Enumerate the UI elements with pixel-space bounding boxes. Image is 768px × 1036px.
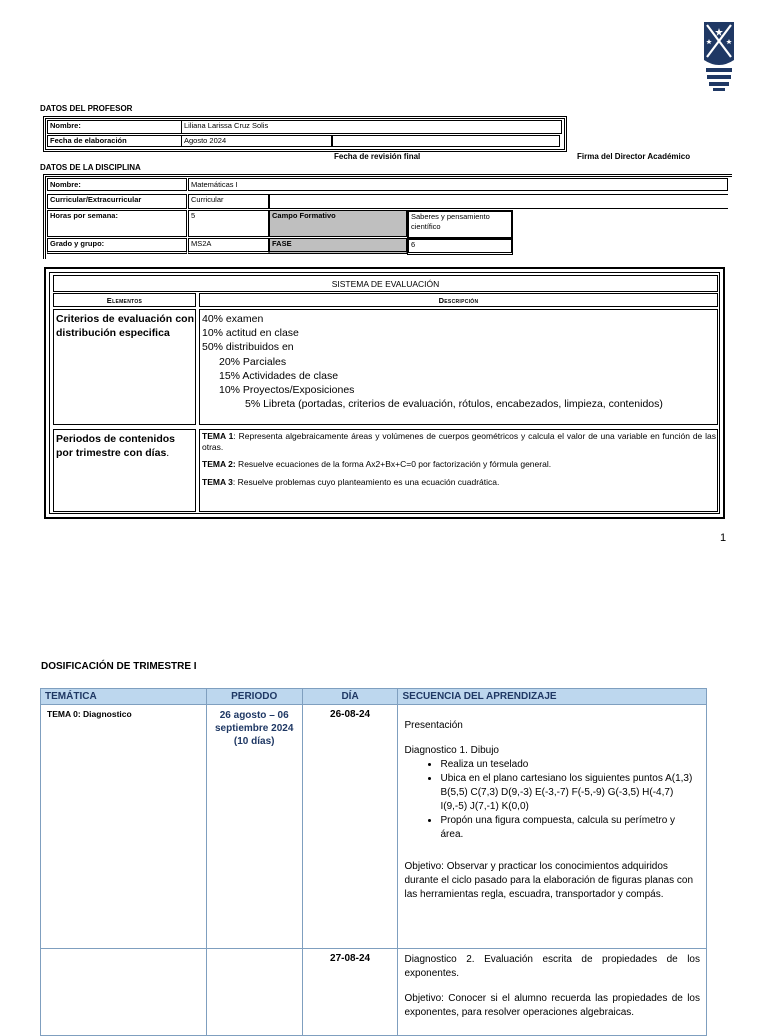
fecha-elaboracion-value: Agosto 2024 [181,135,332,147]
materia-nombre-label: Nombre: [47,178,187,191]
header-tematica: TEMÁTICA [41,689,207,705]
horas-label: Horas por semana: [47,210,187,237]
criterio-examen: 40% examen [202,313,264,325]
row1-diagnostico-list [404,758,700,842]
periodos-label-suffix: . [166,447,170,460]
header-dia: DÍA [302,689,398,705]
criterio-parciales: 20% Parciales [219,355,287,368]
profesor-table [43,116,567,152]
dosificacion-table [40,688,707,1036]
tema-2 [202,459,716,470]
header-periodo: PERIODO [206,689,302,705]
criterio-actitud: 10% actitud en clase [202,327,299,340]
list-item: • Propón una figura compuesta, calcula su perímetro y área. [440,814,700,842]
row1-objetivo: Objetivo: Observar y practicar los conocimientos adquiridos durante el ciclo pasado para la elaboración de figuras planas con las herramientas regla, escuadra, transportador y compás. [404,861,694,900]
row2-periodo [206,949,302,1036]
grado-value: MS2A [188,238,269,254]
temas-list [199,429,718,512]
tema-3-text: Resuelve problemas cuyo planteamiento es una ecuación cuadrática. [235,476,500,487]
criterio-libreta: 5% Libreta (portadas, criterios de evaluación, rótulos, encabezados, limpieza, contenidos) [245,398,663,411]
campo-formativo-value: Saberes y pensamiento científico [407,210,513,239]
table-row [41,949,707,1036]
disciplina-table [43,174,732,259]
tema-1-text: Representa algebraicamente áreas y volúmenes de cuerpos geométricos y calcula el valor de una variable en función de las otras. [202,431,717,452]
row2-tematica [41,949,207,1036]
firma-director-label: Firma del Director Académico [577,152,691,161]
row1-tematica: TEMA 0: Diagnostico [41,705,207,949]
row2-dia: 27-08-24 [302,949,398,1036]
list-item: • Ubica en el plano cartesiano los siguientes puntos A(1,3) B(5,5) C(7,3) D(9,-3) E(-3,-7) F(-5,-9) G(-3,5) H(-4,7) I(9,-5) J(7,-1) K(0,0) [440,772,700,814]
curricular-value: Curricular [188,194,269,209]
fecha-revision-box [332,135,560,147]
table-row [41,705,707,949]
tema-3-sep: : [232,476,236,487]
nombre-value: Liliana Larissa Cruz Solis [181,120,562,134]
fase-value: 6 [407,238,513,255]
row1-presentacion: Presentación [404,720,463,731]
periodos-label-text: Periodos de contenidos por trimestre con días [56,433,176,460]
periodos-label [53,429,196,512]
grado-label: Grado y grupo: [47,238,187,254]
curricular-empty [269,194,728,209]
dosificacion-header-row [41,689,707,705]
tema-2-text: Resuelve ecuaciones de la forma Ax2+Bx+C=0 por factorización y fórmula general. [235,459,552,469]
nombre-label: Nombre: [47,120,182,134]
horas-value: 5 [188,210,269,237]
row2-objetivo: Objetivo: Conocer si el alumno recuerda las propiedades de los exponentes, para resolver operaciones algebraicas. [404,993,700,1018]
profesor-heading: DATOS DEL PROFESOR [40,104,133,113]
row1-periodo: 26 agosto – 06 septiembre 2024 (10 días) [206,705,302,949]
criterio-actividades: 15% Actividades de clase [219,369,339,382]
tema-3-label: TEMA 3 [202,476,233,487]
col-descripcion: Descripción [199,293,718,307]
tema-1-sep: : [233,431,236,441]
fase-label: FASE [269,238,407,254]
list-item: • Realiza un teselado [440,758,700,772]
criterios-label: Criterios de evaluación con distribución especifica [53,309,196,425]
row1-diagnostico-1: Diagnostico 1. Dibujo [404,745,499,756]
row1-secuencia [398,705,707,949]
row2-secuencia [398,949,707,1036]
institution-shield-logo [704,22,734,92]
curricular-label: Curricular/Extracurricular [47,194,187,209]
col-elementos: Elementos [53,293,196,307]
tema-1-label: TEMA 1 [202,431,234,441]
disciplina-heading: DATOS DE LA DISCIPLINA [40,163,141,172]
dosificacion-title: DOSIFICACIÓN DE TRIMESTRE I [41,661,197,672]
fecha-revision-label: Fecha de revisión final [334,152,421,161]
criterios-list [199,309,718,425]
tema-3 [202,477,716,488]
fecha-elaboracion-label: Fecha de elaboración [47,135,182,147]
row1-dia: 26-08-24 [302,705,398,949]
campo-formativo-label: Campo Formativo [269,210,407,237]
page-number: 1 [720,532,727,544]
tema-2-label: TEMA 2: [202,459,236,469]
criterio-distribuidos: 50% distribuidos en [202,341,294,354]
materia-nombre-value: Matemáticas I [188,178,728,191]
tema-1 [202,431,716,452]
header-secuencia: SECUENCIA DEL APRENDIZAJE [398,689,707,705]
evaluacion-table [44,267,725,519]
evaluacion-title: SISTEMA DE EVALUACIÓN [53,275,718,292]
criterio-proyectos: 10% Proyectos/Exposiciones [219,384,355,397]
row2-diagnostico-2: Diagnostico 2. Evaluación escrita de propiedades de los exponentes. [404,954,700,979]
